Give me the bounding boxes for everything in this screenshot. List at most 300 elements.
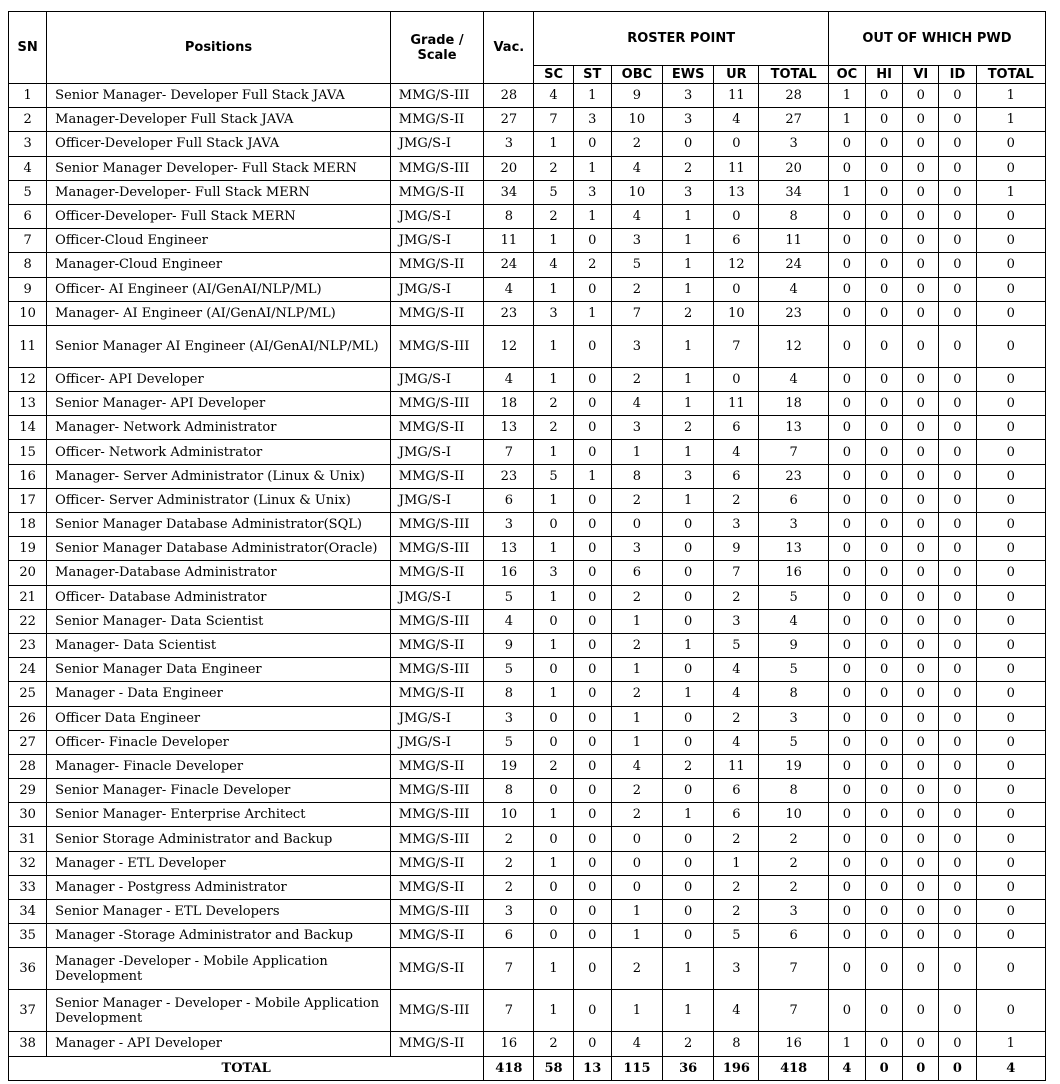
cell-pwd-total: 1 (976, 1032, 1045, 1056)
cell-vi: 0 (903, 513, 939, 537)
cell-sn: 28 (9, 754, 47, 778)
cell-id: 0 (939, 253, 976, 277)
cell-ews: 1 (663, 682, 714, 706)
cell-st: 1 (573, 156, 611, 180)
cell-sc: 0 (534, 900, 573, 924)
header-obc: OBC (611, 66, 662, 84)
table-row (9, 416, 1046, 440)
cell-oc: 0 (828, 440, 865, 464)
table-row (9, 658, 1046, 682)
cell-ews: 1 (663, 392, 714, 416)
cell-roster-total: 23 (759, 301, 828, 325)
cell-ur: 2 (714, 827, 759, 851)
cell-sc: 0 (534, 658, 573, 682)
cell-sn: 19 (9, 537, 47, 561)
cell-sn: 18 (9, 513, 47, 537)
cell-sn: 27 (9, 730, 47, 754)
cell-sc: 0 (534, 779, 573, 803)
cell-grade: MMG/S-III (390, 609, 483, 633)
cell-oc: 0 (828, 301, 865, 325)
cell-grade: MMG/S-III (390, 84, 483, 108)
header-grade: Grade / Scale (390, 12, 483, 84)
cell-oc: 0 (828, 803, 865, 827)
cell-grade: MMG/S-III (390, 900, 483, 924)
cell-sc: 0 (534, 827, 573, 851)
cell-grade: JMG/S-I (390, 585, 483, 609)
cell-sn: 35 (9, 924, 47, 948)
cell-sc: 2 (534, 416, 573, 440)
cell-oc: 0 (828, 990, 865, 1032)
cell-id: 0 (939, 132, 976, 156)
cell-id: 0 (939, 990, 976, 1032)
cell-ur: 0 (714, 277, 759, 301)
cell-oc: 1 (828, 180, 865, 204)
cell-grade: MMG/S-II (390, 108, 483, 132)
cell-vi: 0 (903, 108, 939, 132)
cell-ur: 1 (714, 851, 759, 875)
cell-sn: 38 (9, 1032, 47, 1056)
cell-ur: 11 (714, 156, 759, 180)
table-row (9, 779, 1046, 803)
table-row (9, 180, 1046, 204)
cell-pwd-total: 0 (976, 730, 1045, 754)
table-row (9, 706, 1046, 730)
cell-roster-total: 18 (759, 392, 828, 416)
cell-grade: MMG/S-II (390, 682, 483, 706)
cell-sc: 2 (534, 1032, 573, 1056)
cell-st: 0 (573, 325, 611, 367)
cell-ur: 4 (714, 658, 759, 682)
table-row (9, 156, 1046, 180)
cell-obc: 0 (611, 827, 662, 851)
cell-id: 0 (939, 585, 976, 609)
cell-obc: 4 (611, 156, 662, 180)
cell-st: 0 (573, 416, 611, 440)
cell-vac: 4 (484, 609, 534, 633)
cell-ews: 1 (663, 229, 714, 253)
cell-vac: 16 (484, 1032, 534, 1056)
cell-ur: 4 (714, 730, 759, 754)
cell-vac: 34 (484, 180, 534, 204)
cell-position: Senior Manager- API Developer (47, 392, 391, 416)
total-id: 0 (939, 1056, 976, 1080)
total-pwd: 4 (976, 1056, 1045, 1080)
cell-st: 3 (573, 180, 611, 204)
cell-obc: 4 (611, 754, 662, 778)
cell-sc: 1 (534, 948, 573, 990)
cell-pwd-total: 0 (976, 706, 1045, 730)
cell-vi: 0 (903, 392, 939, 416)
total-sc: 58 (534, 1056, 573, 1080)
vacancy-table (8, 11, 1046, 1081)
cell-sc: 4 (534, 253, 573, 277)
cell-roster-total: 7 (759, 990, 828, 1032)
table-row (9, 325, 1046, 367)
cell-oc: 0 (828, 827, 865, 851)
cell-vi: 0 (903, 301, 939, 325)
cell-pwd-total: 0 (976, 253, 1045, 277)
cell-pwd-total: 0 (976, 900, 1045, 924)
cell-vac: 7 (484, 948, 534, 990)
cell-sc: 0 (534, 875, 573, 899)
total-ur: 196 (714, 1056, 759, 1080)
cell-sc: 1 (534, 682, 573, 706)
cell-vi: 0 (903, 367, 939, 391)
cell-ur: 10 (714, 301, 759, 325)
cell-roster-total: 10 (759, 803, 828, 827)
cell-pwd-total: 0 (976, 132, 1045, 156)
cell-grade: MMG/S-II (390, 633, 483, 657)
total-vac: 418 (484, 1056, 534, 1080)
header-positions: Positions (47, 12, 391, 84)
cell-obc: 1 (611, 990, 662, 1032)
cell-obc: 8 (611, 464, 662, 488)
cell-sn: 25 (9, 682, 47, 706)
cell-sc: 2 (534, 204, 573, 228)
cell-vac: 3 (484, 513, 534, 537)
cell-vac: 2 (484, 875, 534, 899)
table-row (9, 851, 1046, 875)
cell-ews: 0 (663, 900, 714, 924)
cell-obc: 1 (611, 440, 662, 464)
cell-grade: MMG/S-II (390, 754, 483, 778)
cell-roster-total: 13 (759, 416, 828, 440)
cell-ews: 2 (663, 301, 714, 325)
cell-position: Manager-Cloud Engineer (47, 253, 391, 277)
cell-hi: 0 (866, 658, 903, 682)
cell-hi: 0 (866, 392, 903, 416)
header-roster-point: ROSTER POINT (534, 12, 828, 66)
cell-st: 3 (573, 108, 611, 132)
cell-grade: MMG/S-III (390, 513, 483, 537)
cell-hi: 0 (866, 561, 903, 585)
cell-vac: 18 (484, 392, 534, 416)
cell-oc: 0 (828, 488, 865, 512)
cell-ur: 6 (714, 464, 759, 488)
cell-pwd-total: 0 (976, 204, 1045, 228)
cell-ews: 0 (663, 537, 714, 561)
cell-id: 0 (939, 779, 976, 803)
cell-vi: 0 (903, 609, 939, 633)
cell-sn: 23 (9, 633, 47, 657)
cell-grade: MMG/S-III (390, 325, 483, 367)
cell-grade: JMG/S-I (390, 229, 483, 253)
cell-pwd-total: 0 (976, 513, 1045, 537)
cell-st: 0 (573, 488, 611, 512)
table-row (9, 730, 1046, 754)
cell-sn: 32 (9, 851, 47, 875)
cell-grade: MMG/S-II (390, 464, 483, 488)
cell-st: 0 (573, 1032, 611, 1056)
table-row (9, 513, 1046, 537)
cell-grade: MMG/S-II (390, 924, 483, 948)
cell-pwd-total: 1 (976, 84, 1045, 108)
cell-roster-total: 34 (759, 180, 828, 204)
cell-vi: 0 (903, 658, 939, 682)
cell-grade: JMG/S-I (390, 706, 483, 730)
cell-hi: 0 (866, 706, 903, 730)
cell-vac: 24 (484, 253, 534, 277)
cell-sc: 0 (534, 730, 573, 754)
cell-sn: 29 (9, 779, 47, 803)
cell-vi: 0 (903, 585, 939, 609)
cell-vi: 0 (903, 754, 939, 778)
cell-vi: 0 (903, 253, 939, 277)
cell-ur: 3 (714, 513, 759, 537)
cell-hi: 0 (866, 180, 903, 204)
cell-vi: 0 (903, 990, 939, 1032)
cell-hi: 0 (866, 990, 903, 1032)
cell-oc: 0 (828, 537, 865, 561)
cell-st: 0 (573, 609, 611, 633)
table-row (9, 204, 1046, 228)
cell-id: 0 (939, 204, 976, 228)
cell-grade: MMG/S-II (390, 1032, 483, 1056)
cell-roster-total: 2 (759, 875, 828, 899)
cell-position: Senior Storage Administrator and Backup (47, 827, 391, 851)
cell-obc: 2 (611, 277, 662, 301)
cell-sn: 1 (9, 84, 47, 108)
cell-oc: 0 (828, 924, 865, 948)
cell-obc: 0 (611, 513, 662, 537)
total-st: 13 (573, 1056, 611, 1080)
cell-oc: 1 (828, 1032, 865, 1056)
cell-oc: 0 (828, 682, 865, 706)
total-hi: 0 (866, 1056, 903, 1080)
header-sn: SN (9, 12, 47, 84)
cell-ur: 3 (714, 609, 759, 633)
cell-st: 0 (573, 682, 611, 706)
cell-ur: 11 (714, 84, 759, 108)
cell-grade: MMG/S-III (390, 392, 483, 416)
cell-obc: 4 (611, 204, 662, 228)
cell-grade: JMG/S-I (390, 204, 483, 228)
cell-pwd-total: 0 (976, 779, 1045, 803)
cell-sc: 0 (534, 706, 573, 730)
cell-st: 1 (573, 84, 611, 108)
cell-id: 0 (939, 229, 976, 253)
cell-obc: 1 (611, 609, 662, 633)
cell-oc: 0 (828, 875, 865, 899)
cell-hi: 0 (866, 875, 903, 899)
cell-vac: 28 (484, 84, 534, 108)
cell-position: Senior Manager Database Administrator(SQL) (47, 513, 391, 537)
header-ur: UR (714, 66, 759, 84)
cell-roster-total: 8 (759, 682, 828, 706)
table-row (9, 682, 1046, 706)
cell-oc: 0 (828, 609, 865, 633)
cell-st: 0 (573, 706, 611, 730)
cell-oc: 0 (828, 464, 865, 488)
cell-oc: 0 (828, 730, 865, 754)
cell-grade: MMG/S-III (390, 779, 483, 803)
cell-roster-total: 4 (759, 609, 828, 633)
cell-roster-total: 2 (759, 851, 828, 875)
cell-roster-total: 3 (759, 513, 828, 537)
cell-st: 1 (573, 464, 611, 488)
cell-pwd-total: 0 (976, 392, 1045, 416)
cell-ur: 2 (714, 585, 759, 609)
cell-st: 0 (573, 513, 611, 537)
cell-oc: 0 (828, 392, 865, 416)
cell-grade: MMG/S-II (390, 875, 483, 899)
cell-sc: 1 (534, 367, 573, 391)
cell-oc: 0 (828, 779, 865, 803)
cell-vac: 9 (484, 633, 534, 657)
table-row (9, 803, 1046, 827)
cell-sn: 33 (9, 875, 47, 899)
cell-vi: 0 (903, 633, 939, 657)
cell-hi: 0 (866, 440, 903, 464)
cell-sn: 5 (9, 180, 47, 204)
cell-ews: 3 (663, 108, 714, 132)
cell-hi: 0 (866, 948, 903, 990)
cell-pwd-total: 0 (976, 658, 1045, 682)
cell-sc: 5 (534, 180, 573, 204)
cell-pwd-total: 0 (976, 585, 1045, 609)
cell-pwd-total: 0 (976, 633, 1045, 657)
total-label: TOTAL (9, 1056, 484, 1080)
cell-pwd-total: 0 (976, 367, 1045, 391)
cell-roster-total: 4 (759, 367, 828, 391)
cell-vi: 0 (903, 464, 939, 488)
cell-sn: 16 (9, 464, 47, 488)
cell-vac: 7 (484, 440, 534, 464)
cell-obc: 1 (611, 924, 662, 948)
cell-st: 0 (573, 803, 611, 827)
cell-ews: 2 (663, 156, 714, 180)
table-row (9, 392, 1046, 416)
cell-position: Senior Manager AI Engineer (AI/GenAI/NLP/ML) (47, 325, 391, 367)
cell-ews: 1 (663, 367, 714, 391)
cell-vac: 8 (484, 682, 534, 706)
cell-sc: 2 (534, 392, 573, 416)
cell-id: 0 (939, 156, 976, 180)
cell-id: 0 (939, 488, 976, 512)
cell-sc: 2 (534, 156, 573, 180)
cell-sc: 0 (534, 924, 573, 948)
table-row (9, 464, 1046, 488)
cell-sc: 7 (534, 108, 573, 132)
cell-pwd-total: 0 (976, 948, 1045, 990)
cell-sc: 3 (534, 301, 573, 325)
cell-oc: 0 (828, 851, 865, 875)
cell-grade: MMG/S-III (390, 658, 483, 682)
cell-ur: 6 (714, 416, 759, 440)
cell-pwd-total: 0 (976, 875, 1045, 899)
cell-st: 1 (573, 301, 611, 325)
cell-ews: 2 (663, 754, 714, 778)
cell-hi: 0 (866, 513, 903, 537)
cell-grade: MMG/S-II (390, 416, 483, 440)
cell-sn: 4 (9, 156, 47, 180)
header-sc: SC (534, 66, 573, 84)
cell-sn: 15 (9, 440, 47, 464)
cell-id: 0 (939, 609, 976, 633)
cell-vac: 4 (484, 277, 534, 301)
table-row (9, 990, 1046, 1032)
cell-vi: 0 (903, 1032, 939, 1056)
header-pwd-total: TOTAL (976, 66, 1045, 84)
cell-roster-total: 5 (759, 730, 828, 754)
cell-grade: MMG/S-III (390, 156, 483, 180)
cell-sn: 37 (9, 990, 47, 1032)
cell-position: Officer- Server Administrator (Linux & Unix) (47, 488, 391, 512)
cell-ews: 1 (663, 633, 714, 657)
cell-pwd-total: 0 (976, 803, 1045, 827)
cell-oc: 0 (828, 658, 865, 682)
cell-roster-total: 7 (759, 948, 828, 990)
cell-vi: 0 (903, 948, 939, 990)
cell-obc: 5 (611, 253, 662, 277)
cell-vi: 0 (903, 851, 939, 875)
cell-roster-total: 5 (759, 585, 828, 609)
cell-ur: 8 (714, 1032, 759, 1056)
cell-position: Manager- Server Administrator (Linux & Unix) (47, 464, 391, 488)
cell-obc: 4 (611, 392, 662, 416)
cell-sn: 3 (9, 132, 47, 156)
cell-position: Senior Manager- Enterprise Architect (47, 803, 391, 827)
cell-ur: 4 (714, 440, 759, 464)
cell-sn: 36 (9, 948, 47, 990)
cell-ur: 6 (714, 779, 759, 803)
cell-id: 0 (939, 464, 976, 488)
cell-sc: 2 (534, 754, 573, 778)
cell-st: 1 (573, 204, 611, 228)
cell-oc: 0 (828, 132, 865, 156)
cell-hi: 0 (866, 851, 903, 875)
cell-vac: 20 (484, 156, 534, 180)
table-row (9, 827, 1046, 851)
cell-obc: 1 (611, 900, 662, 924)
cell-obc: 4 (611, 1032, 662, 1056)
cell-ur: 7 (714, 325, 759, 367)
total-roster: 418 (759, 1056, 828, 1080)
cell-id: 0 (939, 367, 976, 391)
header-ews: EWS (663, 66, 714, 84)
cell-pwd-total: 0 (976, 537, 1045, 561)
cell-grade: MMG/S-III (390, 803, 483, 827)
cell-grade: MMG/S-II (390, 948, 483, 990)
cell-oc: 0 (828, 754, 865, 778)
cell-sc: 0 (534, 609, 573, 633)
cell-st: 0 (573, 367, 611, 391)
cell-position: Officer Data Engineer (47, 706, 391, 730)
cell-vac: 5 (484, 585, 534, 609)
cell-id: 0 (939, 513, 976, 537)
cell-vac: 23 (484, 301, 534, 325)
cell-pwd-total: 0 (976, 277, 1045, 301)
cell-position: Manager- Network Administrator (47, 416, 391, 440)
cell-position: Manager - ETL Developer (47, 851, 391, 875)
table-row (9, 132, 1046, 156)
cell-position: Officer-Developer Full Stack JAVA (47, 132, 391, 156)
cell-oc: 0 (828, 900, 865, 924)
cell-sc: 0 (534, 513, 573, 537)
cell-roster-total: 3 (759, 900, 828, 924)
cell-position: Manager - Data Engineer (47, 682, 391, 706)
cell-roster-total: 9 (759, 633, 828, 657)
cell-id: 0 (939, 537, 976, 561)
cell-pwd-total: 0 (976, 609, 1045, 633)
cell-sc: 5 (534, 464, 573, 488)
cell-ur: 4 (714, 990, 759, 1032)
cell-obc: 2 (611, 948, 662, 990)
cell-ur: 6 (714, 229, 759, 253)
cell-obc: 0 (611, 875, 662, 899)
cell-position: Officer-Developer- Full Stack MERN (47, 204, 391, 228)
cell-sc: 1 (534, 132, 573, 156)
